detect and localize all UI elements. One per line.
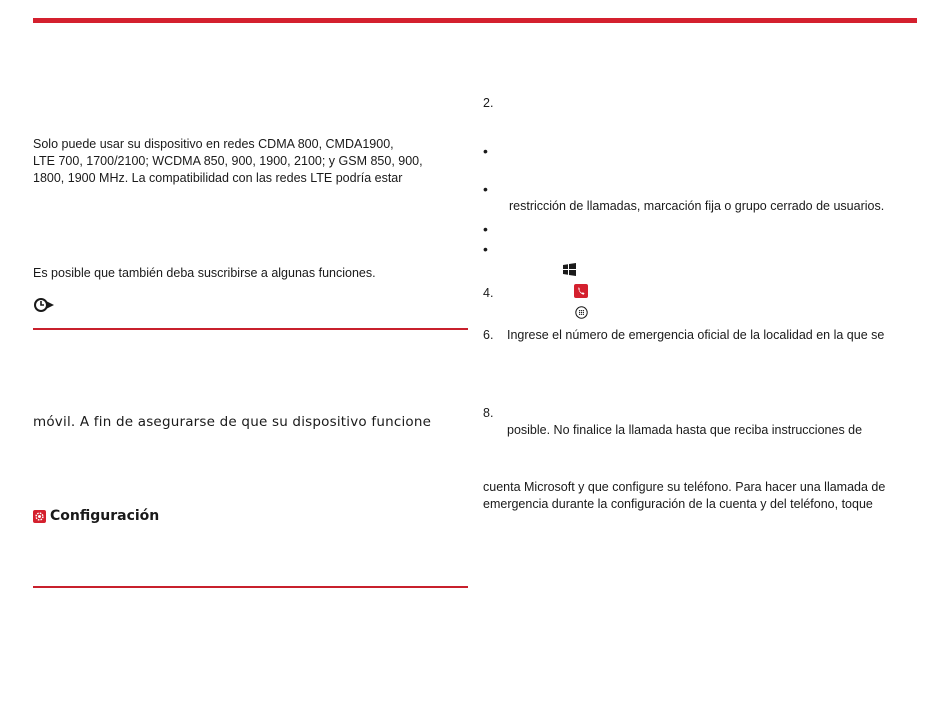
settings-link[interactable] (33, 508, 159, 524)
top-accent-bar (33, 18, 917, 23)
network-paragraph (33, 136, 423, 187)
section-divider-bottom (33, 586, 468, 588)
account-paragraph (483, 479, 885, 513)
restriction-text: restricción de llamadas, marcación fija o grupo cerrado de usuarios. (509, 199, 885, 213)
subscribe-text: Es posible que también deba suscribirse a algunas funciones. (33, 266, 376, 280)
bullet-3: • (483, 221, 488, 237)
network-line-3: 1800, 1900 MHz. La compatibilidad con las redes LTE podría estar (33, 171, 403, 185)
network-line-2: LTE 700, 1700/2100; WCDMA 850, 900, 1900, 2100; y GSM 850, 900, (33, 154, 423, 168)
step-4-number: 4. (483, 286, 494, 300)
bullet-4: • (483, 241, 488, 257)
settings-label: Configuración (50, 508, 160, 524)
windows-icon (563, 263, 576, 276)
network-line-1: Solo puede usar su dispositivo en redes CDMA 800, CMDA1900, (33, 137, 394, 151)
account-line-1: cuenta Microsoft y que configure su teléfono. Para hacer una llamada de (483, 480, 886, 494)
section-divider (33, 328, 468, 330)
account-line-2: emergencia durante la configuración de la cuenta y del teléfono, toque (483, 497, 873, 511)
step-8-number: 8. (483, 406, 494, 420)
bullet-1: • (483, 143, 488, 159)
keypad-icon (575, 306, 588, 319)
step-6-number: 6. (483, 328, 494, 342)
step-6-text: Ingrese el número de emergencia oficial de la localidad en la que se (507, 328, 885, 342)
step-2-number: 2. (483, 96, 494, 110)
phone-icon (574, 284, 588, 298)
settings-icon (33, 510, 46, 523)
movil-text: móvil. A fin de asegurarse de que su dispositivo funcione (33, 414, 432, 430)
info-icon (33, 296, 59, 314)
bullet-2: • (483, 181, 488, 197)
step-8-text: posible. No finalice la llamada hasta que reciba instrucciones de (507, 423, 863, 437)
